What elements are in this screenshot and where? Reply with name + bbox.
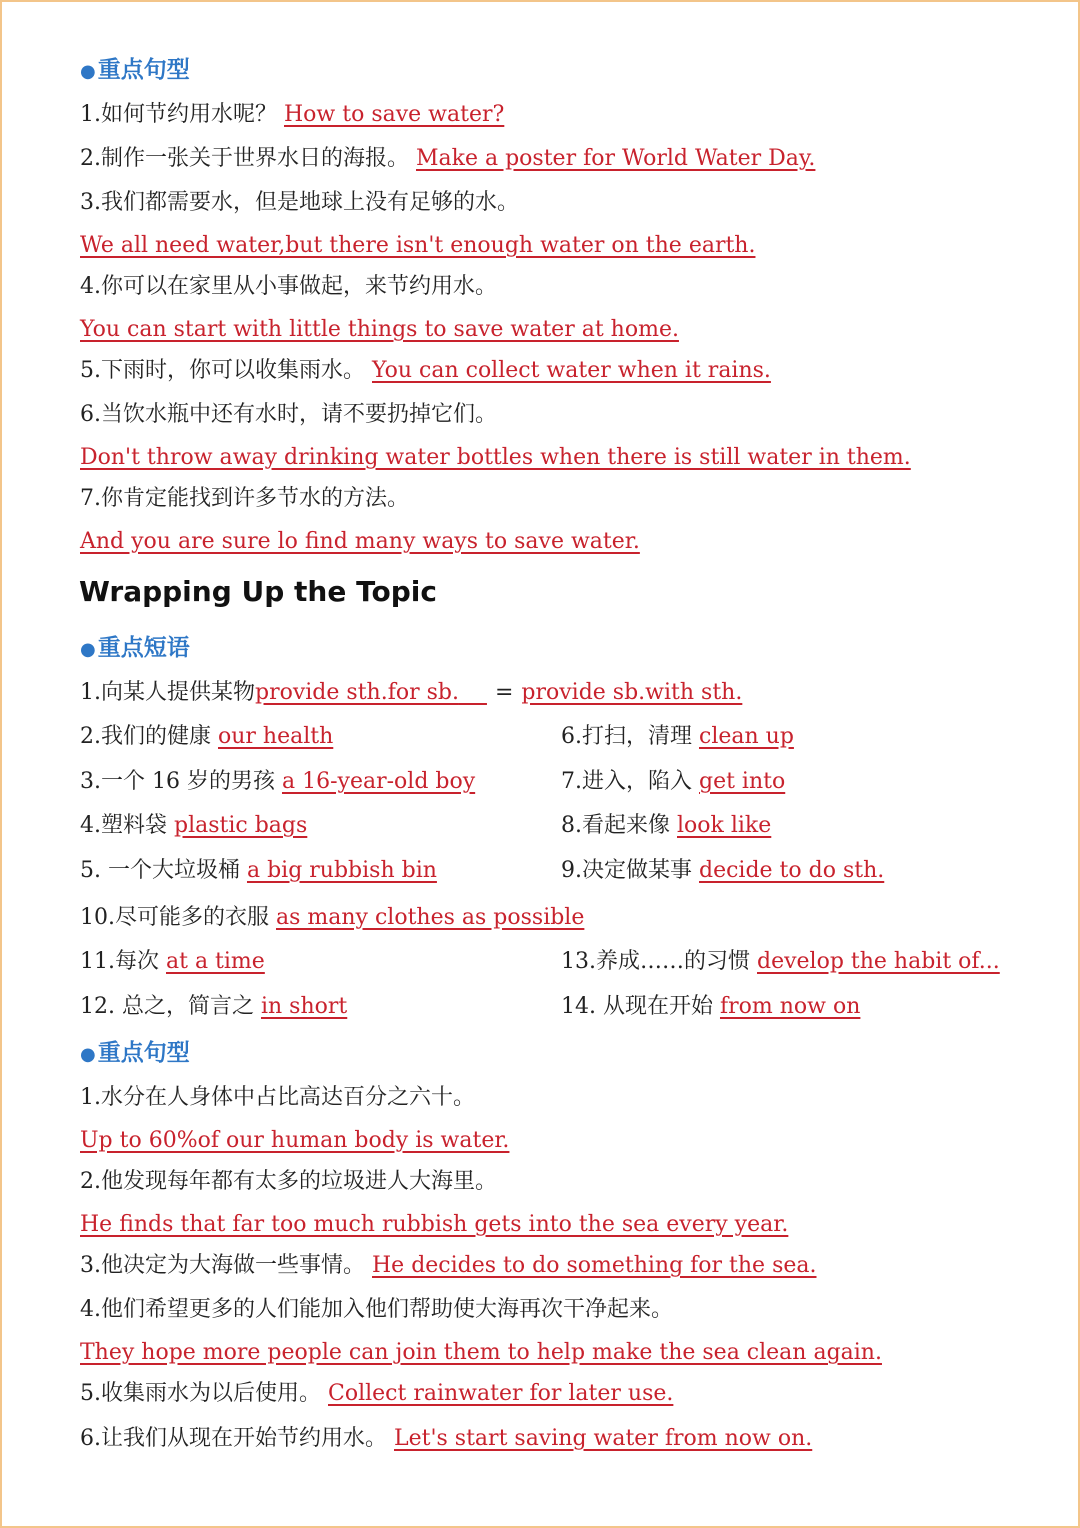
sentence-en: We all need water,but there isn't enough water on the earth. <box>80 233 756 258</box>
sentence-line: 5.收集雨水为以后使用。 Collect rainwater for later use. <box>80 1381 674 1406</box>
sentence-en: Don't throw away drinking water bottles when there is still water in them. <box>80 445 911 470</box>
phrase-item: 2.我们的健康 our health <box>80 724 334 749</box>
bullet-icon: ● <box>80 61 96 82</box>
sentence-line: 5.下雨时，你可以收集雨水。 You can collect water when it rains. <box>80 358 771 383</box>
sentence-en: And you are sure lo find many ways to save water. <box>80 529 640 554</box>
sentence-zh: 4.你可以在家里从小事做起，来节约用水。 <box>80 274 497 299</box>
section-title: Wrapping Up the Topic <box>79 575 437 608</box>
phrase-item: 6.打扫，清理 clean up <box>561 724 794 749</box>
key-sentences-heading-2: ●重点句型 <box>80 1040 190 1066</box>
bullet-icon: ● <box>80 639 96 660</box>
sentence-zh: 7.你肯定能找到许多节水的方法。 <box>80 486 409 511</box>
sentence-zh: 6.当饮水瓶中还有水时，请不要扔掉它们。 <box>80 402 497 427</box>
phrase-item: 7.进入，陷入 get into <box>561 769 786 794</box>
key-phrases-heading: ●重点短语 <box>80 635 190 661</box>
phrase-item: 4.塑料袋 plastic bags <box>80 813 308 838</box>
sentence-en: You can start with little things to save water at home. <box>80 317 679 342</box>
sentence-line: 2.制作一张关于世界水日的海报。 Make a poster for World Water Day. <box>80 146 816 171</box>
sentence-zh: 1.水分在人身体中占比高达百分之六十。 <box>80 1085 475 1110</box>
sentence-line: 6.让我们从现在开始节约用水。 Let's start saving water from now on. <box>80 1426 813 1451</box>
sentence-zh: 4.他们希望更多的人们能加入他们帮助使大海再次干净起来。 <box>80 1297 673 1322</box>
bullet-icon: ● <box>80 1044 96 1065</box>
sentence-zh: 3.我们都需要水，但是地球上没有足够的水。 <box>80 190 519 215</box>
phrase-item: 9.决定做某事 decide to do sth. <box>561 858 885 883</box>
key-sentences-heading: ●重点句型 <box>80 57 190 83</box>
sentence-line: 1.如何节约用水呢？ How to save water? <box>80 102 505 127</box>
sentence-en: They hope more people can join them to help make the sea clean again. <box>80 1340 882 1365</box>
sentence-en: He finds that far too much rubbish gets into the sea every year. <box>80 1212 789 1237</box>
sentence-zh: 2.他发现每年都有太多的垃圾进人大海里。 <box>80 1169 497 1194</box>
phrase-item: 5. 一个大垃圾桶 a big rubbish bin <box>80 858 437 883</box>
sentence-line: 3.他决定为大海做一些事情。 He decides to do something for the sea. <box>80 1253 817 1278</box>
phrase-item: 13.养成……的习惯 develop the habit of... <box>561 949 1000 974</box>
phrase-item: 14. 从现在开始 from now on <box>561 994 861 1019</box>
phrase-line: 1.向某人提供某物provide sth.for sb. = provide sb.with sth. <box>80 680 743 705</box>
sentence-en: Up to 60%of our human body is water. <box>80 1128 510 1153</box>
phrase-item: 10.尽可能多的衣服 as many clothes as possible <box>80 905 585 930</box>
phrase-item: 12. 总之，简言之 in short <box>80 994 348 1019</box>
phrase-item: 8.看起来像 look like <box>561 813 772 838</box>
phrase-item: 11.每次 at a time <box>80 949 265 974</box>
phrase-item: 3.一个 16 岁的男孩 a 16-year-old boy <box>80 769 476 794</box>
